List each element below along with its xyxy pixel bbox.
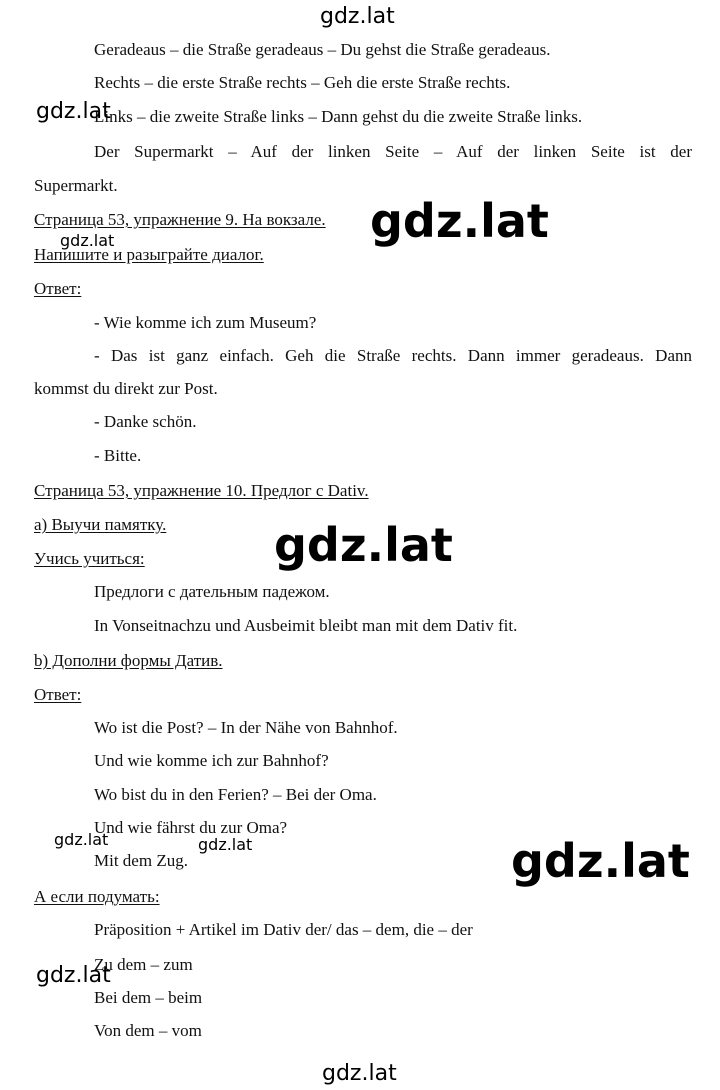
watermark: gdz.lat [274,518,453,572]
text-line: In Vonseitnachzu und Ausbeimit bleibt man mit dem Dativ fit. [94,616,518,635]
text-line: Links – die zweite Straße links – Dann gehst du die zweite Straße links. [94,107,583,126]
section-subheading: Учись учиться: [34,549,145,568]
watermark: gdz.lat [370,194,549,248]
dialog-line: - Bitte. [94,446,142,465]
text-line: Geradeaus – die Straße geradeaus – Du gehst die Straße geradeaus. [94,40,551,59]
watermark: gdz.lat [511,834,690,888]
text-line: Wo ist die Post? – In der Nähe von Bahnhof. [94,718,398,737]
text-line: Предлоги с дательным падежом. [94,582,330,601]
watermark: gdz.lat [198,835,253,854]
text-line: Bei dem – beim [94,988,203,1007]
section-subheading: a) Выучи памятку. [34,515,167,534]
watermark: gdz.lat [36,99,111,124]
text-line-justified: Der Supermarkt – Auf der linken Seite – Auf der linken Seite ist der [94,142,692,161]
watermark: gdz.lat [36,963,111,988]
section-heading: Страница 53, упражнение 10. Предлог с Dativ. [34,481,369,500]
watermark: gdz.lat [60,231,115,250]
watermark: gdz.lat [54,830,109,849]
section-subheading: Напишите и разыграйте диалог. [34,245,264,264]
text-line: Und wie komme ich zur Bahnhof? [94,751,329,770]
dialog-line: kommst du direkt zur Post. [34,379,218,398]
text-line: Präposition + Artikel im Dativ der/ das – dem, die – der [94,920,473,939]
answer-label: Ответ: [34,279,82,298]
text-line: Supermarkt. [34,176,118,195]
dialog-line-justified: - Das ist ganz einfach. Geh die Straße rechts. Dann immer geradeaus. Dann [94,346,692,365]
dialog-line: - Danke schön. [94,412,197,431]
watermark: gdz.lat [322,1061,397,1086]
answer-label: Ответ: [34,685,82,704]
dialog-line: - Wie komme ich zum Museum? [94,313,317,332]
text-line: Und wie fährst du zur Oma? [94,818,288,837]
section-heading: Страница 53, упражнение 9. На вокзале. [34,210,326,229]
section-subheading: b) Дополни формы Датив. [34,651,223,670]
text-line: Zu dem – zum [94,955,193,974]
watermark: gdz.lat [320,4,395,29]
text-line: Von dem – vom [94,1021,202,1040]
text-line: Mit dem Zug. [94,851,188,870]
section-subheading: А если подумать: [34,887,160,906]
text-line: Wo bist du in den Ferien? – Bei der Oma. [94,785,377,804]
text-line: Rechts – die erste Straße rechts – Geh die erste Straße rechts. [94,73,511,92]
